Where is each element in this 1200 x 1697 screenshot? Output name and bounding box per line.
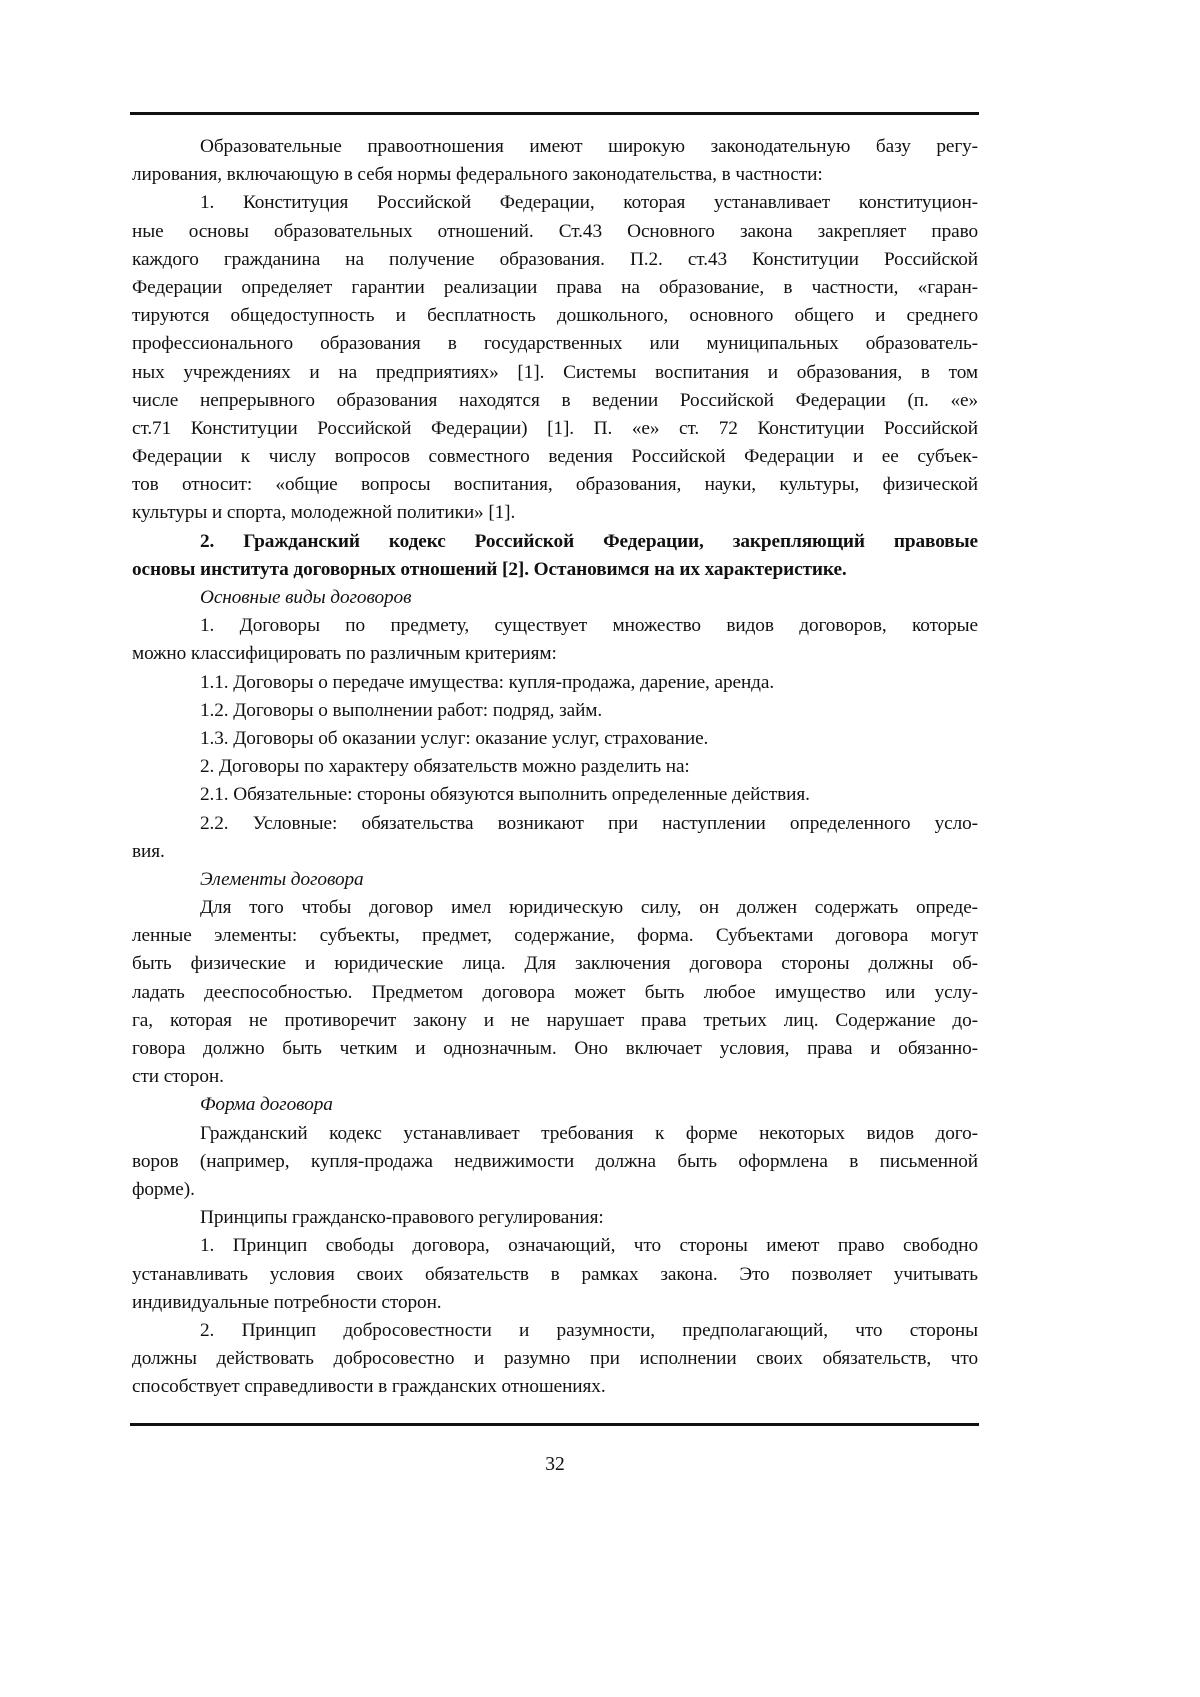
text-line: индивидуальные потребности сторон. [132,1291,442,1313]
text-line: Гражданский кодекс устанавливает требования к форме некоторых видов дого- [200,1122,978,1144]
text-line: числе непрерывного образования находятся в ведении Российской Федерации (п. «е» [132,389,978,411]
text-line: каждого гражданина на получение образования. П.2. ст.43 Конституции Российской [132,248,978,270]
paragraph [132,753,978,781]
paragraph [132,697,978,725]
text-line: говора должно быть четким и однозначным. Оно включает условия, права и обязанно- [132,1038,978,1059]
text-line: сти сторон. [132,1066,224,1088]
text-line: Образовательные правоотношения имеют широкую законодательную базу регу- [200,136,978,157]
section-heading [132,1091,978,1119]
paragraph [132,894,978,1091]
paragraph [132,1120,978,1205]
text-line: форме). [132,1178,195,1200]
text-line: Для того чтобы договор имел юридическую силу, он должен содержать опреде- [200,897,978,919]
text-line: 1.1. Договоры о передаче имущества: купля-продажа, дарение, аренда. [200,671,775,693]
paragraph [132,1232,978,1317]
text-line: 2. Принцип добросовестности и разумности, предполагающий, что стороны [200,1319,978,1341]
text-line: тов относит: «общие вопросы воспитания, образования, науки, культуры, физической [132,474,978,496]
text-line: тируются общедоступность и бесплатность дошкольного, основного общего и среднего [132,305,978,327]
text-line: га, которая не противоречит закону и не нарушает права третьих лиц. Содержание до- [132,1009,978,1031]
text-line: Основные виды договоров [200,587,412,608]
text-line: ладать дееспособностью. Предметом договора может быть любое имущество или услу- [132,981,978,1003]
text-line: культуры и спорта, молодежной политики» [1]. [132,502,516,524]
text-line: 2. Договоры по характеру обязательств можно разделить на: [200,756,690,778]
paragraph [132,528,978,584]
text-line: лирования, включающую в себя нормы федерального законодательства, в частности: [132,164,823,186]
header-rule [130,112,979,115]
text-line: ные основы образовательных отношений. Ст.43 Основного закона закрепляет право [132,220,978,242]
text-line: 1. Конституция Российской Федерации, которая устанавливает конституцион- [200,192,978,214]
text-line: Принципы гражданско-правового регулирования: [200,1207,604,1229]
paragraph [132,810,978,866]
paragraph [132,612,978,668]
text-line: 2.2. Условные: обязательства возникают при наступлении определенного усло- [200,812,978,834]
text-line: Элементы договора [200,868,364,890]
paragraph [132,669,978,697]
body-text [132,133,978,1401]
section-heading [132,584,978,612]
text-line: можно классифицировать по различным критериям: [132,643,557,665]
paragraph [132,725,978,753]
text-line: Федерации к числу вопросов совместного ведения Российской Федерации и ее субъек- [132,446,978,468]
text-line: основы института договорных отношений [2]. Остановимся на их характеристике. [132,558,847,580]
text-line: ных учреждениях и на предприятиях» [1]. Системы воспитания и образования, в том [132,361,978,383]
paragraph [132,1204,978,1232]
text-line: 2.1. Обязательные: стороны обязуются выполнить определенные действия. [200,784,810,806]
text-line: 1. Принцип свободы договора, означающий, что стороны имеют право свободно [200,1235,978,1257]
paragraph [132,1317,978,1402]
text-line: вия. [132,840,165,862]
text-line: ленные элементы: субъекты, предмет, содержание, форма. Субъектами договора могут [132,925,978,947]
text-line: Федерации определяет гарантии реализации права на образование, в частности, «гаран- [132,276,978,298]
text-line: воров (например, купля-продажа недвижимости должна быть оформлена в письменной [132,1150,978,1172]
text-line: 1. Договоры по предмету, существует множество видов договоров, которые [200,615,978,637]
text-line: быть физические и юридические лица. Для заключения договора стороны должны об- [132,953,978,975]
footer-rule [130,1423,979,1426]
paragraph [132,189,978,527]
text-line: способствует справедливости в гражданских отношениях. [132,1376,606,1398]
paragraph [132,781,978,809]
text-line: профессионального образования в государственных или муниципальных образователь- [132,333,978,355]
paragraph [132,133,978,189]
text-line: 1.3. Договоры об оказании услуг: оказание услуг, страхование. [200,727,709,749]
text-line: 2. Гражданский кодекс Российской Федерации, закрепляющий правовые [200,530,978,552]
text-line: устанавливать условия своих обязательств в рамках закона. Это позволяет учитывать [132,1263,978,1285]
page-number: 32 [545,1454,565,1475]
text-line: ст.71 Конституции Российской Федерации) [1]. П. «е» ст. 72 Конституции Российской [132,417,978,439]
text-line: должны действовать добросовестно и разумно при исполнении своих обязательств, что [132,1348,978,1370]
text-line: Форма договора [200,1094,333,1116]
text-line: 1.2. Договоры о выполнении работ: подряд, займ. [200,699,603,721]
section-heading [132,866,978,894]
